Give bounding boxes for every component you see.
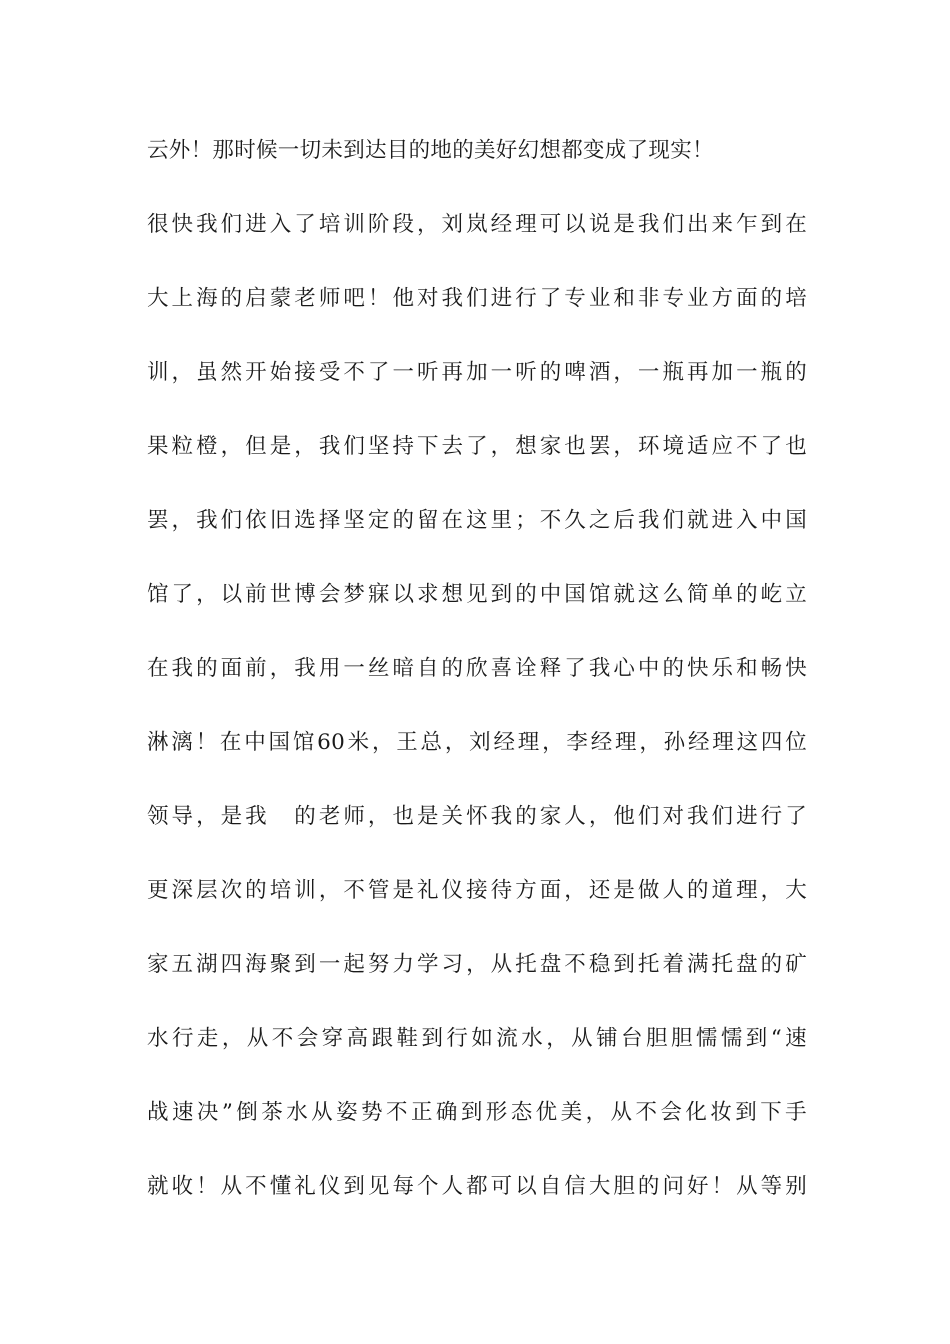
- text-line: 罢，我们依旧选择坚定的留在这里；不久之后我们就进入中国: [147, 508, 807, 533]
- text-line: 在我的面前，我用一丝暗自的欣喜诠释了我心中的快乐和畅快: [147, 656, 807, 681]
- text-line: 馆了，以前世博会梦寐以求想见到的中国馆就这么简单的屹立: [147, 582, 807, 607]
- text-line: 很快我们进入了培训阶段，刘岚经理可以说是我们出来乍到在: [147, 212, 807, 237]
- text-line: 果粒橙，但是，我们坚持下去了，想家也罢，环境适应不了也: [147, 434, 807, 459]
- text-line: 战速决”倒茶水从姿势不正确到形态优美，从不会化妆到下手: [147, 1100, 807, 1125]
- text-line: 水行走，从不会穿高跟鞋到行如流水，从铺台胆胆懦懦到“速: [147, 1026, 807, 1051]
- text-line: 家五湖四海聚到一起努力学习，从托盘不稳到托着满托盘的矿: [147, 952, 807, 977]
- text-line: 大上海的启蒙老师吧！他对我们进行了专业和非专业方面的培: [147, 286, 807, 311]
- text-line: 淋漓！在中国馆60米，王总，刘经理，李经理，孙经理这四位: [147, 730, 807, 755]
- text-line: 训，虽然开始接受不了一听再加一听的啤酒，一瓶再加一瓶的: [147, 360, 807, 385]
- text-line: 更深层次的培训，不管是礼仪接待方面，还是做人的道理，大: [147, 878, 807, 903]
- text-line: 云外！那时候一切未到达目的地的美好幻想都变成了现实！: [147, 138, 714, 163]
- body-text: [147, 128, 807, 1238]
- text-line: 领导，是我 的老师，也是关怀我的家人，他们对我们进行了: [147, 804, 807, 829]
- text-line: 就收！从不懂礼仪到见每个人都可以自信大胆的问好！从等别: [147, 1174, 807, 1199]
